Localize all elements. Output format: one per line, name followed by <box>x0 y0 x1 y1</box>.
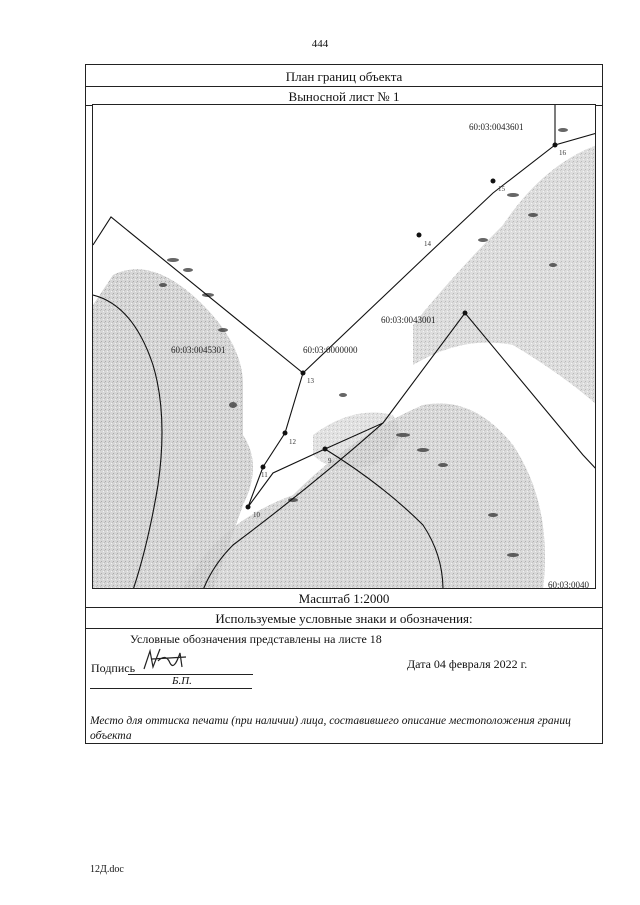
point-label: 14 <box>424 240 431 248</box>
divider <box>86 628 602 629</box>
point-label: 10 <box>253 511 260 519</box>
legend-heading: Используемые условные знаки и обозначения: <box>215 611 473 626</box>
parcel-label: 60:03:0040 <box>548 580 590 589</box>
boundary-map <box>92 104 596 589</box>
plan-title: План границ объекта <box>285 69 403 84</box>
map-scale: Масштаб 1:2000 <box>298 591 390 606</box>
point-label: 13 <box>307 377 314 385</box>
signature-line <box>90 688 252 689</box>
parcel-label: 60:03:0043001 <box>381 315 436 325</box>
boundary-point <box>246 505 251 510</box>
boundary-point <box>261 465 266 470</box>
boundary-point <box>553 143 558 148</box>
map-canvas <box>93 105 596 589</box>
boundary-point <box>323 447 328 452</box>
point-label: 16 <box>559 149 566 157</box>
legend-text: Условные обозначения представлены на листе 18 <box>130 632 382 646</box>
point-label: 12 <box>289 438 296 446</box>
stamp-note: Место для оттиска печати (при наличии) лица, составившего описание местоположения границ объекта <box>90 715 571 742</box>
boundary-point <box>491 179 496 184</box>
boundary-point <box>417 233 422 238</box>
divider <box>86 607 602 608</box>
handwritten-signature <box>140 645 190 675</box>
document-date: Дата 04 февраля 2022 г. <box>407 657 528 671</box>
boundary-point <box>301 371 306 376</box>
boundary-point <box>463 311 468 316</box>
page-number: 444 <box>311 38 329 50</box>
point-label: 9 <box>328 457 332 465</box>
file-name: 12Д.doc <box>90 864 124 875</box>
signature-initials: Б.П. <box>172 675 192 687</box>
signature-label: Подпись <box>91 661 136 675</box>
point-label: 15 <box>498 185 505 193</box>
point-label: 11 <box>261 471 268 479</box>
sheet-subtitle: Выносной лист № 1 <box>288 89 400 104</box>
parcel-label: 60:03:0000000 <box>303 345 358 355</box>
parcel-label: 60:03:0043601 <box>469 122 524 132</box>
parcel-label: 60:03:0045301 <box>171 345 226 355</box>
boundary-point <box>283 431 288 436</box>
divider <box>86 86 602 87</box>
